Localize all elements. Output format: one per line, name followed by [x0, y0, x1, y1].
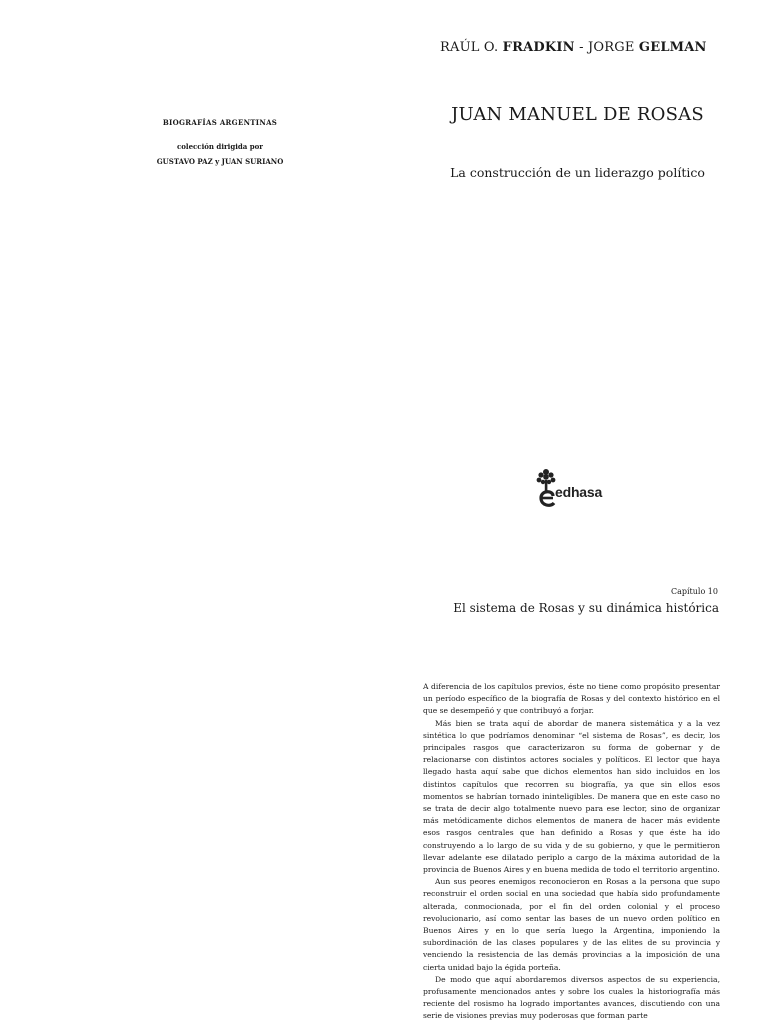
author-separator: - — [579, 40, 584, 55]
book-authors — [440, 40, 705, 55]
publisher-logo-text: edhasa — [555, 484, 603, 500]
chapter-title: El sistema de Rosas y su dinámica histórica — [453, 601, 719, 615]
body-paragraph: Más bien se trata aquí de abordar de manera sistemática y a la vez sintética lo que podríamos denominar “el sistema de Rosas”, es decir, los principales rasgos que caracterizaron su forma de gobernar y de relacionarse con distintos actores sociales y políticos. El lector que haya llegado hasta aquí sabe que dichos elementos han sido incluidos en los distintos capítulos que recorren su biografía, ya que sin ellos esos momentos se habrían tornado ininteligibles. De manera que en este caso no se trata de decir algo totalmente nuevo para ese lector, sino de organizar más metódicamente dichos elementos de manera de hacer más evidente esos rasgos centrales que han definido a Rosas y que éste ha ido construyendo a lo largo de su vida y de su gobierno, y que le permitieron llevar adelante ese dilatado periplo a cargo de la máxima autoridad de la provincia de Buenos Aires y en buena medida de todo el territorio argentino. — [423, 718, 720, 875]
series-directors: GUSTAVO PAZ y JUAN SURIANO — [156, 157, 284, 166]
chapter-number: Capítulo 10 — [670, 587, 718, 596]
body-paragraph: A diferencia de los capítulos previos, éste no tiene como propósito presentar un período específico de la biografía de Rosas y del contexto histórico en el que se desempeñó y que contribuyó a forjar. — [423, 682, 720, 716]
series-name: BIOGRAFÍAS ARGENTINAS — [162, 118, 278, 127]
series-directed-line: colección dirigida por — [177, 142, 263, 151]
author-2-last-name: GELMAN — [638, 40, 707, 55]
author-1-first-name: RAÚL O. — [440, 40, 499, 55]
author-1-last-name: FRADKIN — [502, 40, 575, 55]
body-paragraph: De modo que aquí abordaremos diversos aspectos de su experiencia, profusamente mencionados antes y sobre los cuales la historiografía más reciente del rosismo ha logrado importantes avances, discutiendo con una serie de visiones previas muy poderosas que forman parte — [423, 974, 720, 1021]
book-title: JUAN MANUEL DE ROSAS — [451, 104, 704, 125]
body-paragraph: Aun sus peores enemigos reconocieron en Rosas a la persona que supo reconstruir el orden social en una sociedad que había sido profundamente alterada, conmocionada, por el fin del orden colonial y el proceso revolucionario, así como sentar las bases de un nuevo orden político en Buenos Aires y en lo que sería luego la Argentina, imponiendo la subordinación de las clases populares y de las elites de su provincia y venciendo la resistencia de las demás provincias a la imposición de una cierta unidad bajo la égida porteña. — [423, 877, 720, 972]
book-subtitle: La construcción de un liderazgo político — [450, 165, 705, 180]
chapter-body-text — [423, 681, 720, 1023]
author-2-first-name: JORGE — [588, 40, 635, 55]
